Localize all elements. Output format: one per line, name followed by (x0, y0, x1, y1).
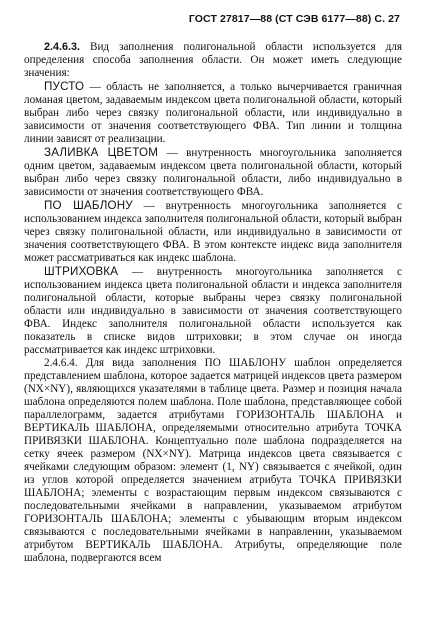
section-2-4-6-3 (24, 41, 402, 80)
term-definition: — внутренность многоугольника заполняется с использованием индекса заполнителя полигональной области, который выбран через связку полигональной области, или индивидуально в зависимости от значения соответствующего ФВА. В этом контексте индекс вида заполнителя может рассматриваться как индекс шаблона. (24, 200, 402, 264)
term-label: ЗАЛИВКА ЦВЕТОМ (44, 146, 159, 159)
page-header: ГОСТ 27817—88 (СТ СЭВ 6177—88) С. 27 (188, 13, 400, 25)
section-2-4-6-4 (24, 357, 402, 565)
term-definition: — область не заполняется, а только вычерчивается граничная ломаная цветом, задаваемым индексом цвета полигональной области, который выбран либо через связку полигональной области, или индивидуально в зависимости от значения соответствующего ФВА. Тип линии и толщина линии зависят от реализации. (24, 81, 402, 145)
term-item-solid-fill (24, 146, 402, 199)
term-item-empty (24, 80, 402, 146)
section-number: 2.4.6.4. (44, 357, 78, 369)
term-definition: — внутренность многоугольника заполняется с использованием индекса цвета полигональной области и индекса заполнителя полигональной области, которые выбраны через связку полигональной области или индивидуально в зависимости от значения соответствующего ФВА. Индекс заполнителя полигональной области используется как показатель в списке видов штриховки; в этом случае он иногда рассматривается как индекс штриховки. (24, 266, 402, 356)
document-body (24, 41, 402, 565)
term-item-hatch (24, 265, 402, 357)
section-text: Вид заполнения полигональной области используется для определения способа заполнения области. Он может иметь следующие значения: (24, 41, 402, 79)
term-item-pattern (24, 199, 402, 265)
section-number: 2.4.6.3. (44, 41, 81, 53)
term-label: ПО ШАБЛОНУ (44, 199, 133, 212)
term-label: ШТРИХОВКА (44, 265, 119, 278)
term-definition: — внутренность многоугольника заполняется одним цветом, задаваемым индексом цвета полигональной области, который выбран либо через связку полигональной области, либо индивидуально в зависимости от значения соответствующего ФВА. (24, 147, 402, 198)
term-label: ПУСТО (44, 80, 85, 93)
section-text: Для вида заполнения ПО ШАБЛОНУ шаблон определяется представлением шаблона, которое задается матрицей индексов цвета размером (NX×NY), являющихся указателями в таблице цвета. Размер и позиция начала шаблона определяются полем шаблона. Поле шаблона, представляющее собой параллелограмм, задается атрибутами ГОРИЗОНТАЛЬ ШАБЛОНА и ВЕРТИКАЛЬ ШАБЛОНА, определяемыми относительно атрибута ТОЧКА ПРИВЯЗКИ ШАБЛОНА. Концептуально поле шаблона подразделяется на сетку ячеек размером (NX×NY). Матрица индексов цвета связывается с ячейками следующим образом: элемент (1, NY) связывается с ячейкой, один из углов которой определяется значением атрибута ТОЧКА ПРИВЯЗКИ ШАБЛОНА; элементы с возрастающим первым индексом связываются с последовательными ячейками в направлении, указываемом атрибутом ГОРИЗОНТАЛЬ ШАБЛОНА; элементы с убывающим вторым индексом связываются с последовательными ячейками в направлении, указываемом атрибутом ВЕРТИКАЛЬ ШАБЛОНА. Атрибуты, определяющие поле шаблона, подвергаются всем (24, 357, 402, 564)
